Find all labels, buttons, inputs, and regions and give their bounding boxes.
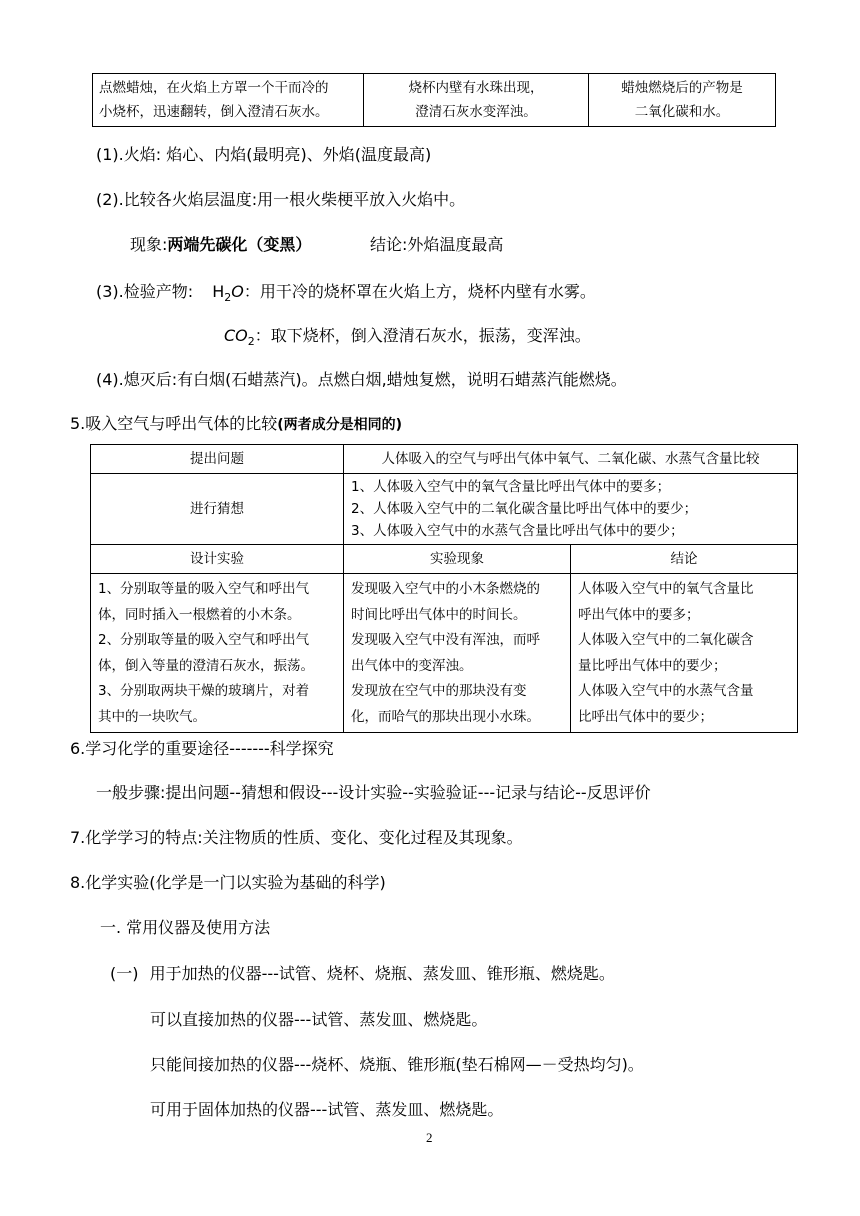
section8-line-3: 可用于固体加热的仪器---试管、蒸发皿、燃烧匙。 [150,1100,504,1119]
hypothesis-1: 1、人体吸入空气中的氧气含量比呼出气体中的要多； [351,479,671,495]
top-table-cell-3 [589,74,776,127]
phenomenon-bold: 两端先碳化（变黑） [167,235,312,254]
section6-steps: 一般步骤:提出问题--猜想和假设---设计实验--实验验证---记录与结论--反思评价 [96,783,651,802]
flame-line-6: (4).熄灭后:有白烟(石蜡蒸汽)。点燃白烟,蜡烛复燃，说明石蜡蒸汽能燃烧。 [96,370,627,389]
conclusion-line: 人体吸入空气中的氧气含量比 [578,581,754,597]
question-text: 人体吸入的空气与呼出气体中氧气、二氧化碳、水蒸气含量比较 [344,445,798,474]
conclusion-cell [571,574,798,733]
section8-sub1: 一. 常用仪器及使用方法 [100,918,271,937]
design-cell [91,574,344,733]
phenomenon-line: 发现放在空气中的那块没有变 [351,683,527,699]
section8-line-2: 只能间接加热的仪器---烧杯、烧瓶、锥形瓶(垫石棉网—－受热均匀)。 [150,1055,644,1074]
conclusion-line: 人体吸入空气中的水蒸气含量 [578,683,754,699]
top-cell-2-line-1: 烧杯内壁有水珠出现， [408,80,544,96]
design-line: 3、分别取两块干燥的玻璃片，对着 [98,683,310,699]
conclusion-line: 量比呼出气体中的要少； [578,657,727,674]
conclusion-line: 比呼出气体中的要少； [578,708,713,725]
phenomenon-cell [344,574,571,733]
page-number: 2 [426,1130,433,1145]
co2-formula: $CO_2$ [224,326,255,349]
phenomenon-line: 出气体中的变浑浊。 [351,657,473,674]
phenomenon-line: 发现吸入空气中的小木条燃烧的 [351,581,540,597]
top-cell-2-line-2: 澄清石灰水变浑浊。 [415,104,537,120]
design-line: 体，倒入等量的澄清石灰水，振荡。 [98,657,314,674]
top-table-cell-2 [364,74,589,127]
top-cell-3-line-2: 二氧化碳和水。 [634,104,730,120]
flame-line-1: (1).火焰: 焰心、内焰(最明亮)、外焰(温度最高) [96,145,432,164]
design-line: 体，同时插入一根燃着的小木条。 [98,606,301,623]
section8-line-1: 可以直接加热的仪器---试管、蒸发皿、燃烧匙。 [150,1010,488,1029]
flame-line-2: (2).比较各火焰层温度:用一根火柴梗平放入火焰中。 [96,190,466,209]
flame-line-4 [96,282,596,308]
flame-line-5 [224,326,591,352]
design-line: 1、分别取等量的吸入空气和呼出气 [98,581,310,597]
check-products-label: (3).检验产物: [96,282,194,301]
h2o-formula: $H_2O$ [212,282,244,305]
h2o-text: ：用干冷的烧杯罩在火焰上方，烧杯内壁有水雾。 [243,282,596,301]
phenomenon-line: 时间比呼出气体中的时间长。 [351,606,527,623]
top-cell-1-line-1: 点燃蜡烛，在火焰上方罩一个干而冷的 [99,80,329,96]
conclusion-line: 呼出气体中的要多； [578,606,700,623]
hypothesis-text [344,474,798,545]
hypothesis-2: 2、人体吸入空气中的二氧化碳含量比呼出气体中的要少； [351,501,698,517]
design-line: 其中的一块吹气。 [98,708,206,725]
comparison-table [90,444,798,733]
section6-heading: 6.学习化学的重要途径-------科学探究 [70,739,334,758]
phenomenon-line: 发现吸入空气中没有浑浊，而呼 [351,632,540,648]
header-phenomenon: 实验现象 [344,545,571,574]
section8-heading: 8.化学实验(化学是一门以实验为基础的科学) [70,873,386,892]
top-cell-3-line-1: 蜡烛燃烧后的产物是 [621,80,743,96]
top-table [92,73,776,127]
question-label: 提出问题 [91,445,344,474]
section7-text: 7.化学学习的特点:关注物质的性质、变化、变化过程及其现象。 [70,828,523,847]
conclusion-line: 人体吸入空气中的二氧化碳含 [578,632,754,648]
co2-text: ：取下烧杯，倒入澄清石灰水，振荡，变浑浊。 [254,326,591,345]
phenomenon-line: 化，而哈气的那块出现小水珠。 [351,708,540,725]
section8-sub2: (一) 用于加热的仪器---试管、烧杯、烧瓶、蒸发皿、锥形瓶、燃烧匙。 [110,964,615,983]
hypothesis-label: 进行猜想 [91,474,344,545]
top-table-cell-1 [93,74,364,127]
design-line: 2、分别取等量的吸入空气和呼出气 [98,632,310,648]
hypothesis-3: 3、人体吸入空气中的水蒸气含量比呼出气体中的要少； [351,523,684,539]
header-conclusion: 结论 [571,545,798,574]
phenomenon-label: 现象: [130,235,168,254]
section5-heading: 5.吸入空气与呼出气体的比较(两者成分是相同的) [70,414,403,433]
flame-phenomenon [130,235,311,255]
top-cell-1-line-2: 小烧杯，迅速翻转，倒入澄清石灰水。 [99,104,329,120]
flame-conclusion: 结论:外焰温度最高 [370,235,504,254]
header-design: 设计实验 [91,545,344,574]
